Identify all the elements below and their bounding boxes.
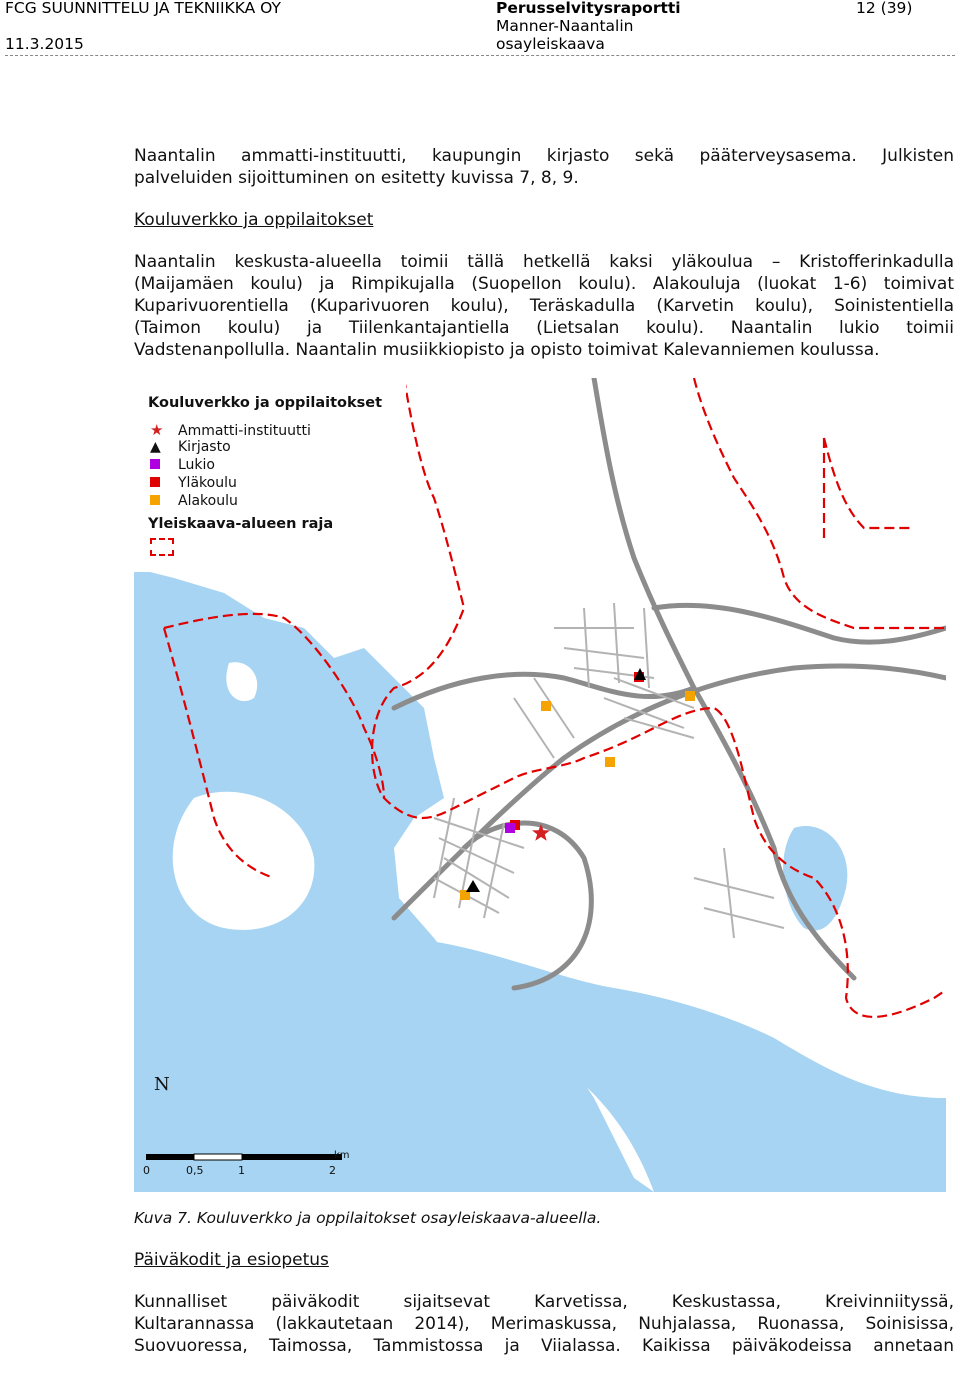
header-company: FCG SUUNNITTELU JA TEKNIIKKA OY: [5, 0, 281, 17]
map-legend: [134, 378, 406, 572]
heading-paivakodit: Päiväkodit ja esiopetus: [134, 1250, 329, 1270]
marker-alakoulu: [605, 757, 615, 767]
orange-square-icon: [150, 495, 160, 505]
scale-label: 2: [329, 1164, 336, 1177]
para1-line1: Naantalin ammatti-instituutti, kaupungin kirjasto sekä pääterveysasema. Julkisten: [134, 146, 954, 166]
para2-line: Naantalin keskusta-alueella toimii tällä hetkellä kaksi yläkoulua – Kristofferinkadulla: [134, 252, 954, 272]
para3-line: Suovuoressa, Taimossa, Tammistossa ja Viialassa. Kaikissa päiväkodeissa annetaan: [134, 1336, 954, 1356]
para3-line: Kultarannassa (lakkautetaan 2014), Merimaskussa, Nuhjalassa, Ruonassa, Soinisissa,: [134, 1314, 954, 1334]
header-project-line1: Manner-Naantalin: [496, 17, 634, 35]
header-page-number: 12 (39): [856, 0, 913, 17]
heading-kouluverkko: Kouluverkko ja oppilaitokset: [134, 210, 374, 230]
legend-item-ylakoulu: Yläkoulu: [150, 475, 237, 491]
header-divider: [5, 55, 955, 56]
scale-label: 1: [238, 1164, 245, 1177]
scale-label: 0,5: [186, 1164, 204, 1177]
scale-label: 0: [143, 1164, 150, 1177]
header-report-type: Perusselvitysraportti: [496, 0, 681, 17]
marker-alakoulu: [685, 691, 695, 701]
figure-caption: Kuva 7. Kouluverkko ja oppilaitokset osayleiskaava-alueella.: [134, 1209, 602, 1227]
star-icon: ★: [150, 421, 164, 439]
north-label: N: [154, 1074, 170, 1095]
legend-title: Kouluverkko ja oppilaitokset: [148, 395, 383, 411]
para2-line: Vadstenanpollulla. Naantalin musiikkiopisto ja opisto toimivat Kalevanniemen koulussa.: [134, 340, 880, 360]
scale-bar: [146, 1154, 342, 1160]
para3-line: Kunnalliset päiväkodit sijaitsevat Karvetissa, Keskustassa, Kreivinniityssä,: [134, 1292, 954, 1312]
header-project-line2: osayleiskaava: [496, 35, 605, 53]
para2-line: (Taimon koulu) ja Tiilenkantajantiella (Lietsalan koulu). Naantalin lukio toimii: [134, 318, 954, 338]
para1-line2: palveluiden sijoittuminen on esitetty kuvissa 7, 8, 9.: [134, 168, 579, 188]
scale-unit: km: [334, 1150, 350, 1161]
legend-boundary-title: Yleiskaava-alueen raja: [148, 516, 334, 532]
legend-item-ammatti: ★ Ammatti-instituutti: [150, 421, 311, 439]
legend-item-lukio: Lukio: [150, 457, 215, 473]
marker-alakoulu: [541, 701, 551, 711]
legend-item-kirjasto: ▲ Kirjasto: [150, 439, 231, 455]
school-network-map: [134, 378, 946, 1192]
purple-square-icon: [150, 459, 160, 469]
legend-item-alakoulu: Alakoulu: [150, 493, 238, 509]
red-square-icon: [150, 477, 160, 487]
header-date: 11.3.2015: [5, 35, 84, 53]
marker-lukio: [505, 823, 515, 833]
para2-line: (Maijamäen koulu) ja Rimpikujalla (Suopellon koulu). Alakouluja (luokat 1-6) toimivat: [134, 274, 954, 294]
triangle-icon: ▲: [150, 439, 161, 455]
boundary-swatch-icon: [150, 538, 174, 556]
para2-line: Kuparivuorentiella (Kuparivuoren koulu), Teräskadulla (Karvetin koulu), Soinistentiella: [134, 296, 954, 316]
